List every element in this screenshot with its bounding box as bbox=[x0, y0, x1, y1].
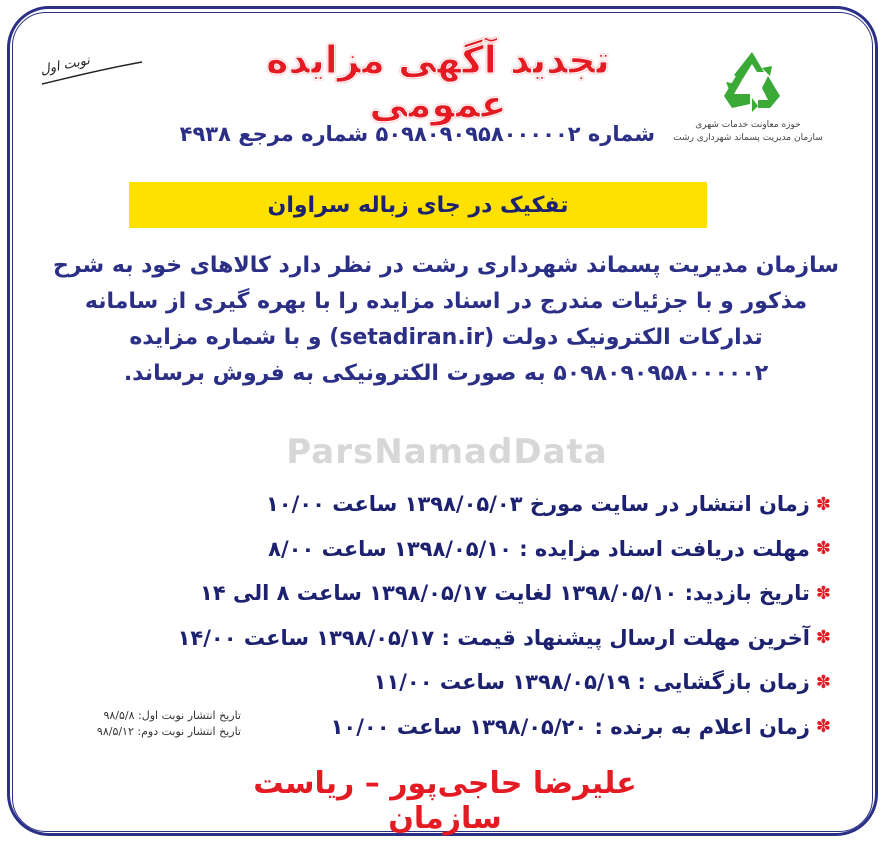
asterisk-bullet-icon: ✽ bbox=[815, 493, 831, 515]
schedule-item-text: زمان بازگشایی : ۱۳۹۸/۰۵/۱۹ ساعت ۱۱/۰۰ bbox=[373, 670, 810, 695]
list-item bbox=[131, 571, 831, 616]
page-title: تجدید آگهی مزایده عمومی bbox=[266, 38, 610, 126]
watermark: ParsNamadData bbox=[286, 432, 608, 472]
subject-banner: تفکیک در جای زباله سراوان bbox=[129, 182, 707, 228]
publication-first: تاریخ انتشار نوبت اول: ۹۸/۵/۸ bbox=[103, 709, 241, 722]
logo-caption-line1: حوزه معاونت خدمات شهری bbox=[695, 120, 801, 130]
list-item bbox=[131, 616, 831, 661]
turn-label: نوبت اول bbox=[38, 52, 92, 79]
schedule-item-text: مهلت دریافت اسناد مزایده : ۱۳۹۸/۰۵/۱۰ ساعت ۸/۰۰ bbox=[268, 536, 810, 561]
schedule-item-text: آخرین مهلت ارسال پیشنهاد قیمت : ۱۳۹۸/۰۵/۱۷ ساعت ۱۴/۰۰ bbox=[177, 625, 810, 650]
recycle-logo-icon bbox=[712, 48, 792, 118]
reference-line: شماره ۵۰۹۸۰۹۰۹۵۸۰۰۰۰۰۲ شماره مرجع ۴۹۳۸ bbox=[179, 122, 655, 146]
schedule-item-text: تاریخ بازدید: ۱۳۹۸/۰۵/۱۰ لغایت ۱۳۹۸/۰۵/۱۷ ساعت ۸ الی ۱۴ bbox=[200, 581, 810, 606]
signature: علیرضا حاجی‌پور – ریاست سازمان bbox=[253, 766, 637, 836]
asterisk-bullet-icon: ✽ bbox=[815, 671, 831, 693]
asterisk-bullet-icon: ✽ bbox=[815, 716, 831, 738]
asterisk-bullet-icon: ✽ bbox=[815, 538, 831, 560]
publication-dates bbox=[46, 708, 241, 740]
logo-caption-line2: سازمان مدیریت پسماند شهرداری رشت bbox=[673, 133, 823, 143]
body-paragraph: سازمان مدیریت پسماند شهرداری رشت در نظر دارد کالاهای خود به شرح مذکور و با جزئیات مندرج در اسناد مزایده را با بهره گیری از سامانه تدارکات الکترونیک دولت (setadiran.ir) و با شماره مزایده ۵۰۹۸۰۹۰۹۵۸۰۰۰۰۰۲ به صورت الکترونیکی به فروش برساند. bbox=[53, 253, 839, 386]
list-item bbox=[131, 660, 831, 705]
schedule-item-text: زمان اعلام به برنده : ۱۳۹۸/۰۵/۲۰ ساعت ۱۰/۰۰ bbox=[330, 714, 810, 739]
list-item bbox=[131, 482, 831, 527]
asterisk-bullet-icon: ✽ bbox=[815, 627, 831, 649]
asterisk-bullet-icon: ✽ bbox=[815, 582, 831, 604]
schedule-item-text: زمان انتشار در سایت مورخ ۱۳۹۸/۰۵/۰۳ ساعت ۱۰/۰۰ bbox=[265, 492, 810, 517]
list-item bbox=[131, 527, 831, 572]
publication-second: تاریخ انتشار نوبت دوم: ۹۸/۵/۱۲ bbox=[96, 725, 241, 738]
